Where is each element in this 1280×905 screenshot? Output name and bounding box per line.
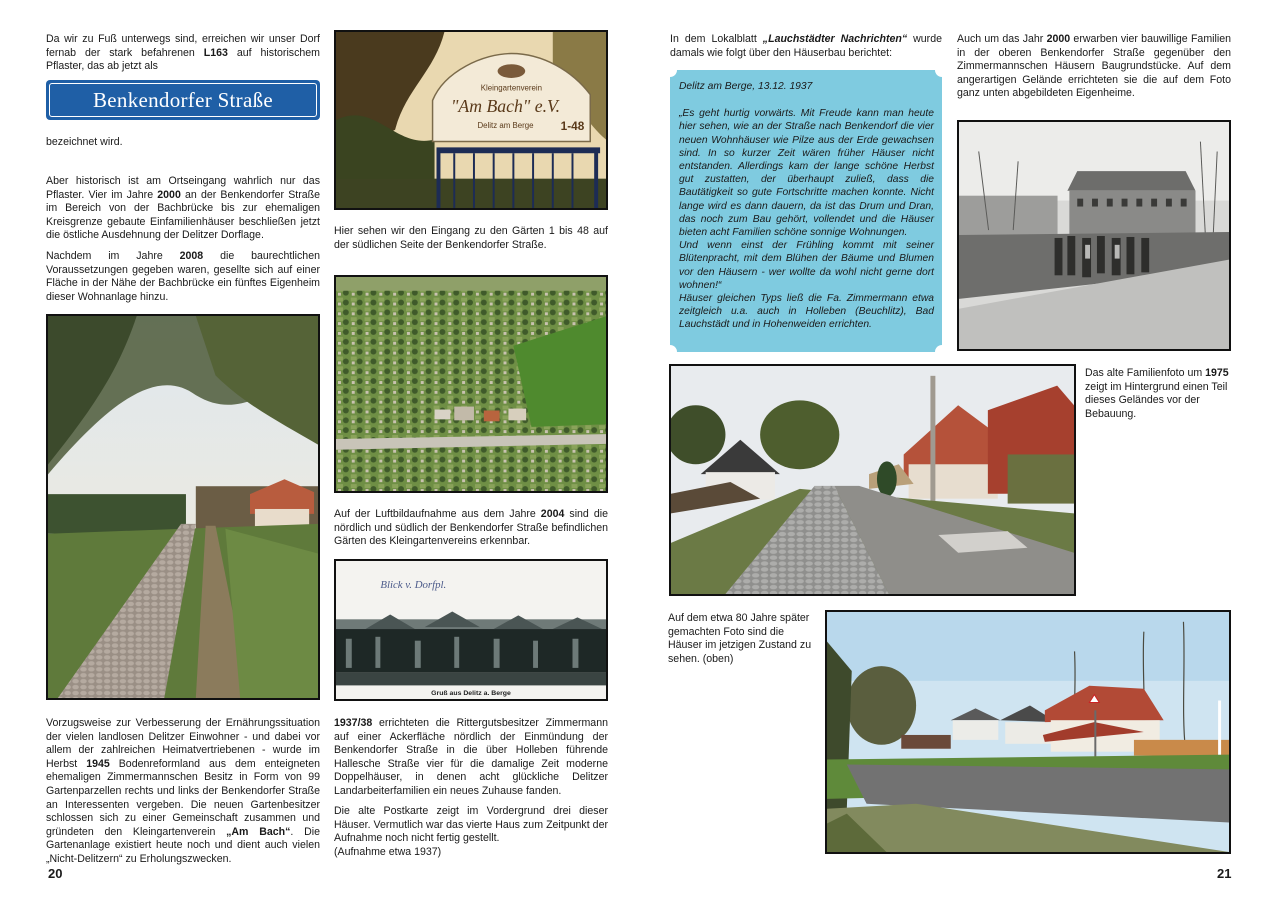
paragraph-postcard: Die alte Postkarte zeigt im Vordergrund drei dieser Häuser. Vermutlich war das vierte Haus zum Zeitpunkt der Aufnahme noch nicht fertig gestellt. (Aufnahme etwa 1937)	[334, 805, 608, 858]
caption-aerial: Auf der Luftbildaufnahme aus dem Jahre 2004 sind die nördlich und südlich der Benkendorfer Straße befindlichen Gärten des Kleingartenvereins erkennbar.	[334, 508, 608, 548]
village-street-photo	[669, 364, 1076, 596]
cobblestone-path-photo	[46, 314, 320, 700]
garden-sign-line3: Delitz am Berge	[477, 120, 534, 130]
paragraph-2008: Nachdem im Jahre 2008 die baurechtlichen Voraussetzungen gegeben waren, gesellte sich auf einer Fläche in der Nähe der Bachbrücke ein fünftes Eigenheim dieser Wohnanlage hinzu.	[46, 250, 320, 303]
family-photo-1975	[957, 120, 1231, 351]
page-number-left: 20	[48, 866, 63, 881]
garden-sign-number: 1-48	[560, 119, 585, 133]
street-sign	[46, 80, 320, 120]
garden-sign-line2: "Am Bach" e.V.	[450, 96, 561, 117]
quote-corner	[663, 63, 677, 77]
page-number-right: 21	[1217, 866, 1232, 881]
garden-sign-line1: Kleingartenverein	[480, 83, 543, 93]
paragraph-right-2000: Auch um das Jahr 2000 erwarben vier bauwillige Familien in der oberen Benkendorfer Straße gegenüber den Zimmermannschen Häusern Baugrundstücke. Auf dem angerartigen Gelände errichteten sie die auf dem Foto ganz unten abgebildeten Eigenheime.	[957, 33, 1231, 100]
postcard-handwriting: Blick v. Dorfpl.	[380, 579, 447, 592]
caption-80-years: Auf dem etwa 80 Jahre später gemachten Foto sind die Häuser im jetzigen Zustand zu sehen. (oben)	[668, 612, 812, 665]
intro-text: Da wir zu Fuß unterwegs sind, erreichen wir unser Dorf fernab der stark befahrenen L163 auf historischem Pflaster, das ab jetzt als	[46, 33, 321, 73]
paragraph-1945: Vorzugsweise zur Verbesserung der Ernährungssituation der vielen landlosen Delitzer Einwohner - und dabei vor allem der zahlreichen Heimatvertriebenen - wurde im Herbst 1945 Bodenreformland aus dem enteigneten ehemaligen Zimmermannschen Besitz in Form von 99 Gartenparzellen rechts und links der Benkendorfer Straße an Interessenten vergeben. Die neuen Gartenbesitzer schlossen sich zu einer Gemeinschaft zusammen und gründeten den Kleingartenverein „Am Bach“. Die Gartenanlage existiert heute noch und dient auch vielen „Nicht-Delitzern“ zu Erholungszwecken.	[46, 717, 320, 865]
garden-entrance-photo	[334, 30, 608, 210]
aerial-photo	[334, 275, 608, 493]
intro-right: In dem Lokalblatt „Lauchstädter Nachrichten“ wurde damals wie folgt über den Häuserbau berichtet:	[670, 33, 942, 59]
quote-corner	[935, 63, 949, 77]
quote-corner	[663, 345, 677, 359]
paragraph-2000: Aber historisch ist am Ortseingang wahrlich nur das Pflaster. Vier im Jahre 2000 an der Benkendorfer Straße im Bereich von der Bachbrücke bis zur ehemaligen Kreisgrenze gebaute Einfamilienhäuser beschließen jetzt die östliche Ausdehnung der Delitzer Dorflage.	[46, 175, 320, 242]
caption-family: Das alte Familienfoto um 1975 zeigt im Hintergrund einen Teil dieses Geländes vor der Bebauung.	[1085, 367, 1229, 420]
street-sign-text: Benkendorfer Straße	[49, 83, 317, 117]
designated-text: bezeichnet wird.	[46, 136, 123, 148]
newspaper-quote-box	[670, 70, 942, 352]
old-postcard	[334, 559, 608, 701]
caption-entrance: Hier sehen wir den Eingang zu den Gärten 1 bis 48 auf der südlichen Seite der Benkendorfer Straße.	[334, 225, 608, 251]
quote-date: Delitz am Berge, 13.12. 1937	[679, 81, 813, 92]
paragraph-1937: 1937/38 errichteten die Rittergutsbesitzer Zimmermann auf einer Ackerfläche nördlich der Einmündung der Benkendorfer Straße in die über Holleben führende Hallesche Straße vier für die damalige Zeit moderne Doppelhäuser, in denen acht glückliche Delitzer Landarbeiterfamilien ein neues Zuhause fanden.	[334, 717, 608, 797]
postcard-caption: Gruß aus Delitz a. Berge	[431, 690, 511, 698]
modern-houses-photo	[825, 610, 1231, 854]
quote-corner	[935, 345, 949, 359]
quote-text: „Es geht hurtig vorwärts. Mit Freude kann man heute hier sehen, wie an der Straße nach Benkendorf die vier neuen Wohnhäuser wie Pilze aus der Erde gewachsen sind. In so kurzer Zeit wären früher Häuser nicht entstanden. Allerdings kam der lange schöne Herbst gut zustatten, der überhaupt zuließ, dass die Bautätigkeit so gute Fortschritte machen konnte. Nicht lange wird es dann dauern, da ist das Drum und Dran, das noch zum Bau gehört, vollendet und die Häuser bieten acht Familien schöne sonnige Wohnungen. Und wenn einst der Frühling kommt mit seiner Blütenpracht, mit dem Blühen der Bäume und Blumen vor den Häusern - wer wollte da wohl nicht gerne dort wohnen!“ Häuser gleichen Typs ließ die Fa. Zimmermann etwa zeitgleich u.a. auch in Holleben (Beuchlitz), Bad Lauchstädt und in Hohenweiden errichten.	[679, 108, 934, 331]
